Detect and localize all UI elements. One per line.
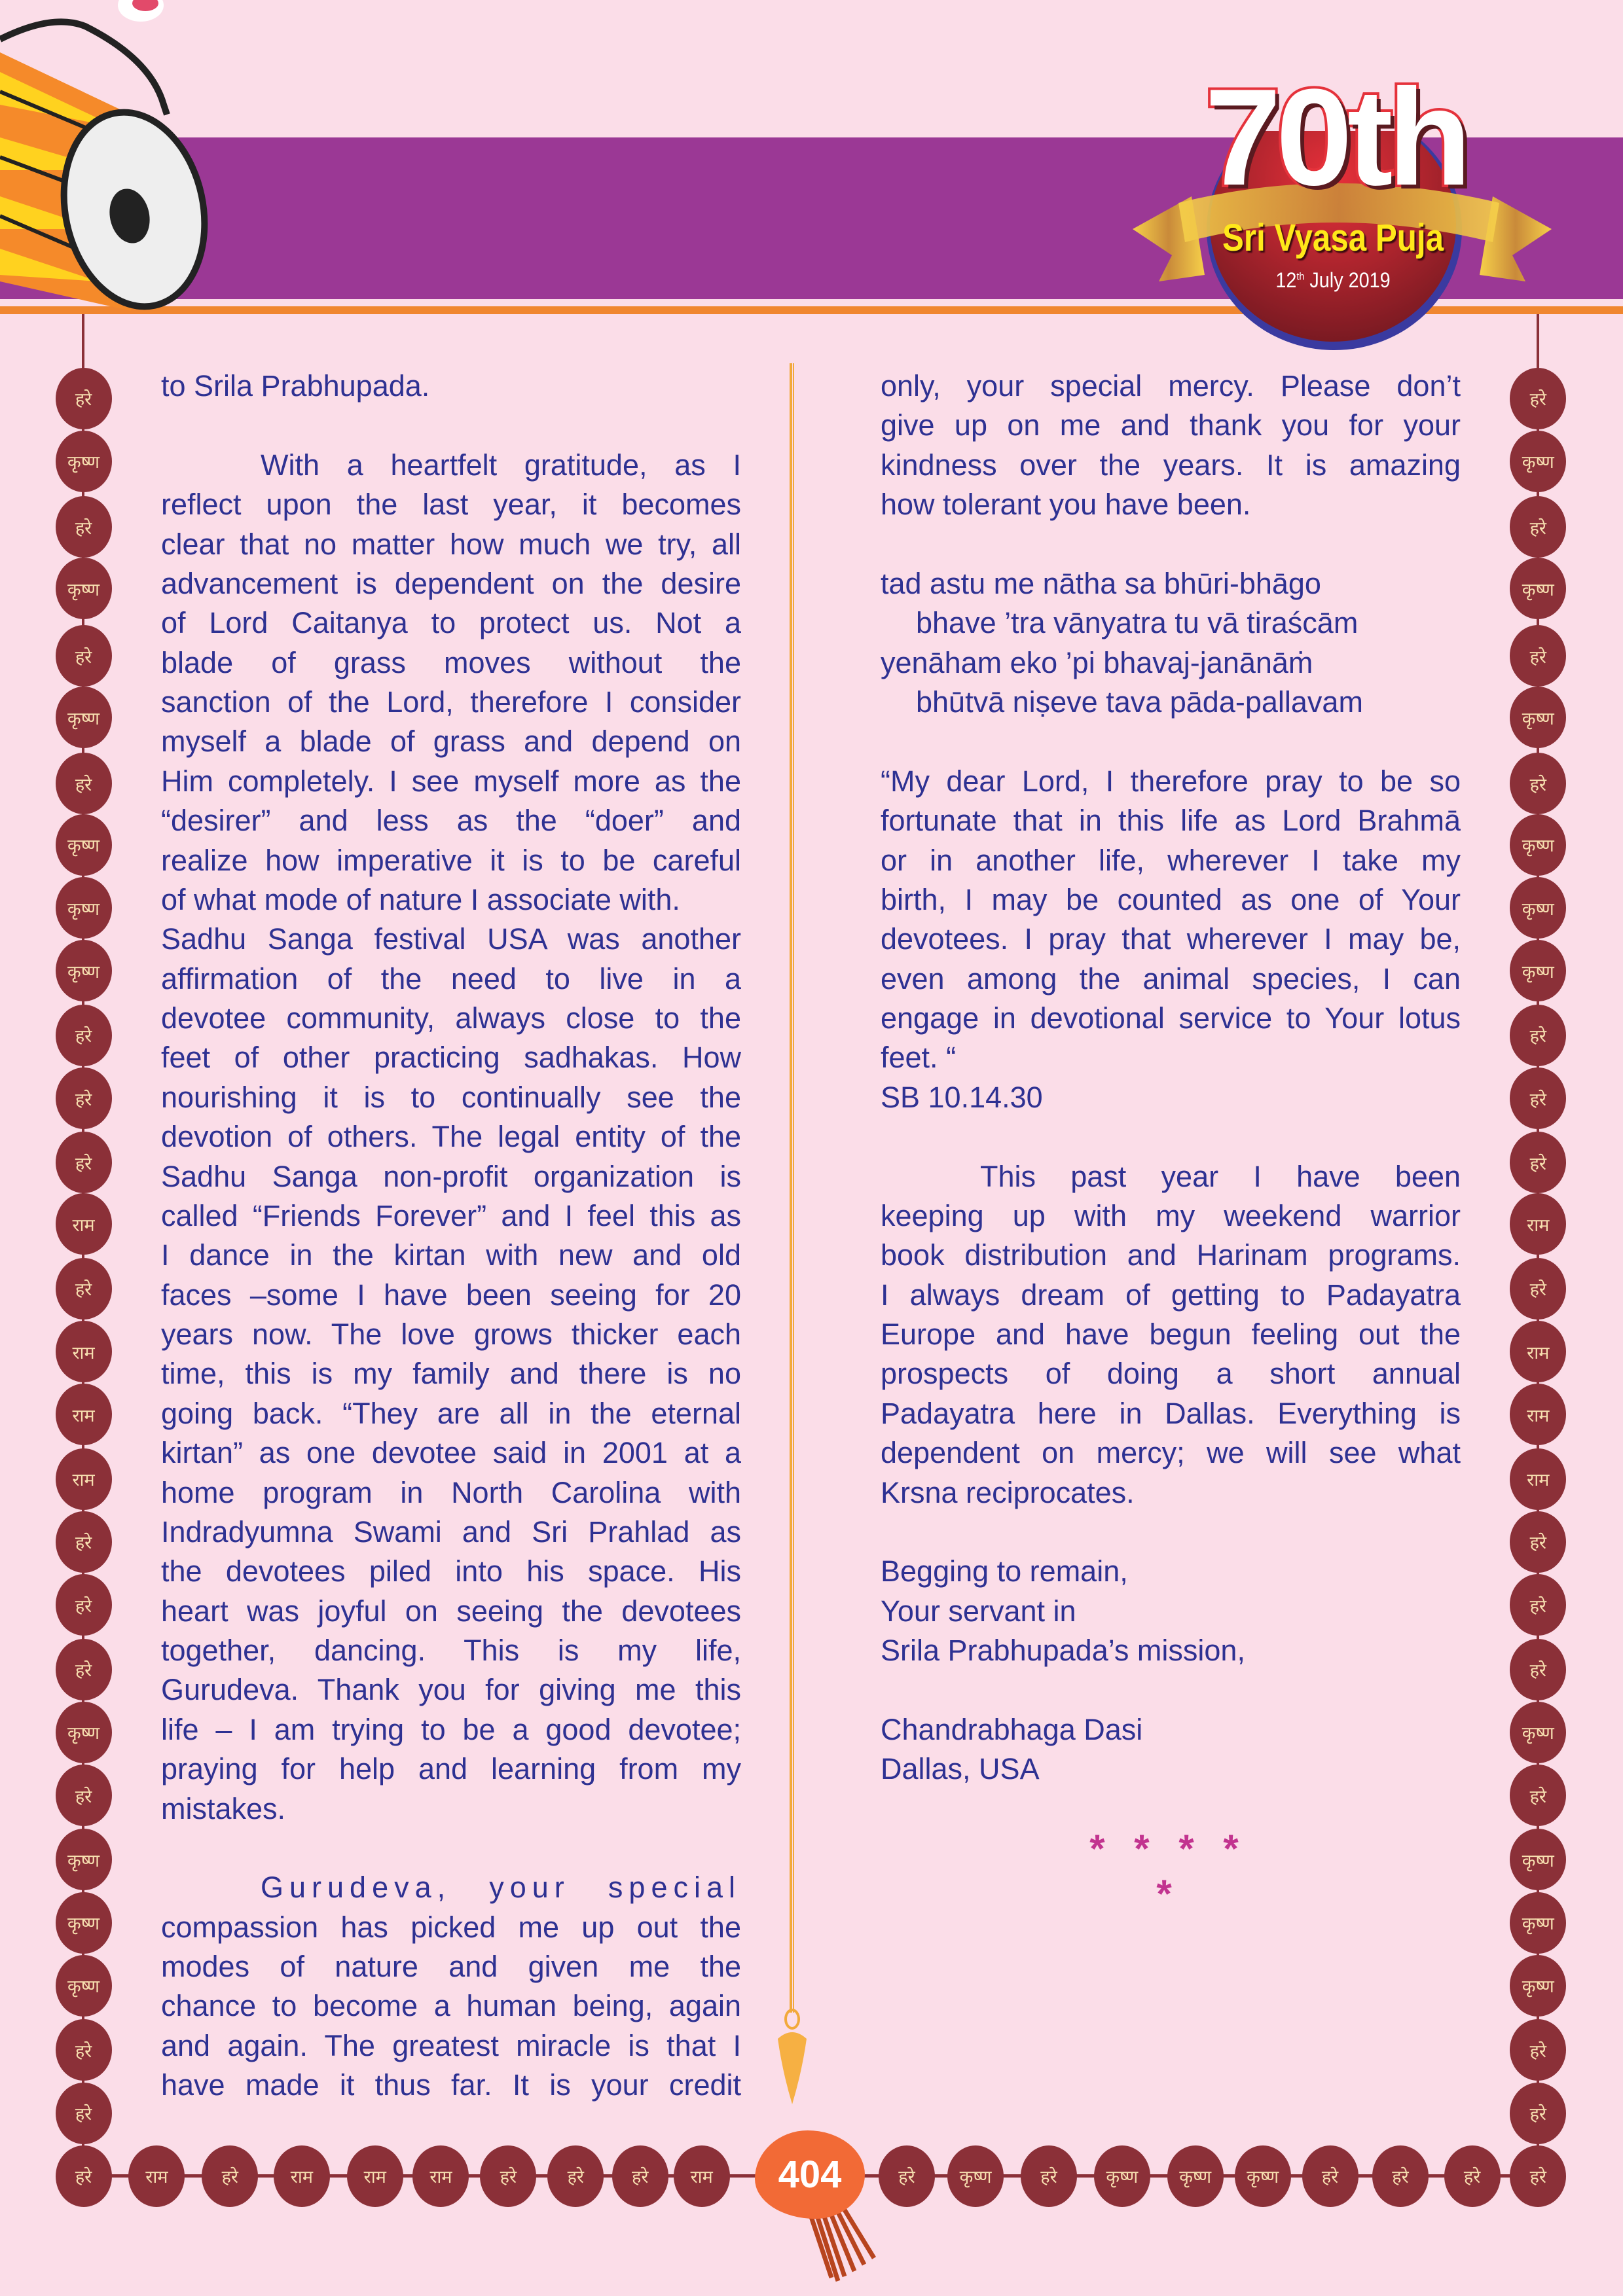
blank-line [881,525,1461,564]
mantra-bead: हरे [56,1574,112,1636]
text-line: sanction of the Lord, therefore I consider [161,685,741,719]
text-line: advancement is dependent on the desire [161,566,741,600]
text-line: going back. “They are all in the eternal [161,1396,741,1430]
text-line: engage in devotional service to Your lotus [881,1001,1461,1035]
text-line: bhūtvā niṣeve tava pāda-pallavam [916,685,1363,719]
text-line: prospects of doing a short annual [881,1357,1461,1391]
text-line: Indradyumna Swami and Sri Prahlad as [161,1515,741,1549]
mantra-bead: कृष्ण [1510,814,1566,876]
right-text-column [881,367,1461,1789]
mantra-bead: कृष्ण [1510,940,1566,1001]
text-line: Dallas, USA [881,1752,1040,1786]
text-line: together, dancing. This is my life, [161,1634,741,1667]
text-line: nourishing it is to continually see the [161,1080,741,1114]
mantra-bead: हरे [56,1005,112,1066]
mantra-bead: हरे [1372,2145,1429,2207]
mantra-bead: हरे [612,2145,668,2207]
mantra-bead: हरे [1510,496,1566,558]
text-line: Sadhu Sanga non-profit organization is [161,1159,741,1193]
mantra-bead: कृष्ण [56,1702,112,1763]
mantra-bead: राम [56,1193,112,1255]
mantra-bead: हरे [1444,2145,1501,2207]
text-line: called “Friends Forever” and I feel this as [161,1198,741,1232]
mantra-bead: राम [56,1321,112,1382]
text-line: yenāham eko ’pi bhavaj-janānāṁ [881,645,1313,679]
blank-line [881,1117,1461,1157]
mantra-bead: राम [1510,1448,1566,1510]
text-line: give up on me and thank you for your [881,408,1461,442]
mantra-bead: कृष्ण [1510,1702,1566,1763]
text-line: feet of other practicing sadhakas. How [161,1041,741,1075]
mantra-bead: राम [274,2145,330,2207]
text-line: tad astu me nātha sa bhūri-bhāgo [881,566,1321,600]
mantra-bead: हरे [56,1067,112,1129]
mantra-bead: हरे [1510,2083,1566,2144]
mantra-bead: कृष्ण [947,2145,1004,2207]
text-line: time, this is my family and there is no [161,1357,741,1391]
blank-line [881,1670,1461,1710]
mantra-bead: कृष्ण [56,1829,112,1890]
badge-date [1215,268,1451,293]
text-line: Gurudeva, your special [261,1871,741,1905]
text-line: heart was joyful on seeing the devotees [161,1594,741,1628]
mantra-bead: हरे [1510,753,1566,814]
page-number: 404 [755,2130,865,2219]
mantra-bead: हरे [1510,1132,1566,1193]
text-line: even among the animal species, I can [881,961,1461,996]
mantra-bead: राम [56,1448,112,1510]
mantra-bead: कृष्ण [56,814,112,876]
text-line: praying for help and learning from my [161,1752,741,1786]
blank-line [161,406,741,445]
text-line: of Lord Caitanya to protect us. Not a [161,606,741,640]
mantra-bead: हरे [1510,2145,1566,2207]
text-line: affirmation of the need to live in a [161,961,741,996]
date-suffix: th [1296,271,1305,283]
mantra-bead: हरे [879,2145,935,2207]
mantra-bead: कृष्ण [1510,1892,1566,1954]
column-divider [773,363,812,2104]
text-line: chance to become a human being, again [161,1989,741,2023]
mantra-bead: कृष्ण [1510,877,1566,939]
drum-illustration [0,0,216,321]
mantra-bead: कृष्ण [56,431,112,492]
badge-title: Sri Vyasa Puja [1222,217,1444,259]
blank-line [881,1513,1461,1552]
date-day: 12 [1275,268,1297,292]
mantra-bead: कृष्ण [1167,2145,1224,2207]
text-line: Sadhu Sanga festival USA was another [161,922,741,956]
mantra-bead: हरे [56,625,112,687]
text-line: to Srila Prabhupada. [161,369,430,403]
mantra-bead: राम [1510,1193,1566,1255]
text-line: “desirer” and less as the “doer” and [161,804,741,838]
text-line: I always dream of getting to Padayatra [881,1278,1461,1312]
text-line: clear that no matter how much we try, all [161,527,741,561]
mantra-bead: राम [128,2145,185,2207]
mantra-bead: हरे [56,1639,112,1700]
text-line: I dance in the kirtan with new and old [161,1238,741,1272]
mantra-bead: कृष्ण [56,687,112,748]
mantra-bead: कृष्ण [56,877,112,939]
mantra-bead: हरे [1510,368,1566,429]
text-line: how tolerant you have been. [881,488,1251,522]
text-line: have made it thus far. It is your credit [161,2068,741,2102]
mantra-bead: हरे [1510,1574,1566,1636]
mantra-bead: हरे [1510,1258,1566,1319]
mantra-bead: हरे [547,2145,604,2207]
text-line: “My dear Lord, I therefore pray to be so [881,764,1461,798]
mantra-bead: राम [412,2145,469,2207]
mantra-bead: हरे [480,2145,536,2207]
mantra-bead: राम [56,1384,112,1445]
mantra-bead: हरे [56,1511,112,1573]
mantra-bead: कृष्ण [1235,2145,1291,2207]
mantra-bead: कृष्ण [1510,558,1566,619]
date-month-year: July 2019 [1304,268,1391,292]
text-line: realize how imperative it is to be careful [161,843,741,877]
mantra-bead: हरे [1510,625,1566,687]
text-line: of what mode of nature I associate with. [161,882,680,916]
text-line: Padayatra here in Dallas. Everything is [881,1396,1461,1430]
text-line: bhave ’tra vānyatra tu vā tiraścām [916,606,1359,640]
text-line: home program in North Carolina with [161,1475,741,1509]
text-line: compassion has picked me up out the [161,1910,741,1944]
mantra-bead: हरे [1510,1511,1566,1573]
text-line: Srila Prabhupada’s mission, [881,1634,1245,1667]
text-line: the devotees piled into his space. His [161,1554,741,1588]
text-line: birth, I may be counted as one of Your [881,882,1461,916]
mantra-bead: कृष्ण [1094,2145,1150,2207]
text-line: Gurudeva. Thank you for giving me this [161,1673,741,1707]
mantra-bead: कृष्ण [56,558,112,619]
text-line: mistakes. [161,1791,286,1825]
text-line: years now. The love grows thicker each [161,1318,741,1351]
blank-line [161,1829,741,1868]
text-line: This past year I have been [980,1159,1461,1193]
mantra-bead: हरे [202,2145,258,2207]
mantra-bead: कृष्ण [56,1892,112,1954]
mantra-bead: राम [347,2145,403,2207]
mantra-bead: हरे [1302,2145,1359,2207]
mantra-bead: हरे [56,2145,112,2207]
mantra-bead: कृष्ण [1510,431,1566,492]
text-line: blade of grass moves without the [161,645,741,679]
text-line: dependent on mercy; we will see what [881,1436,1461,1470]
mantra-bead: हरे [56,2083,112,2144]
text-line: devotee community, always close to the [161,1001,741,1035]
text-line: fortunate that in this life as Lord Brahmā [881,804,1461,838]
text-line: With a heartfelt gratitude, as I [261,448,741,482]
text-line: feet. “ [881,1041,957,1075]
mantra-bead: कृष्ण [1510,1829,1566,1890]
left-text-column [161,367,741,2106]
text-line: faces –some I have been seeing for 20 [161,1278,741,1312]
mantra-bead: कृष्ण [1510,1955,1566,2017]
mantra-bead: हरे [56,2019,112,2081]
text-line: and again. The greatest miracle is that I [161,2028,741,2062]
mantra-bead: हरे [56,1765,112,1826]
text-line: only, your special mercy. Please don’t [881,369,1461,403]
text-line: modes of nature and given me the [161,1950,741,1983]
mantra-bead: राम [1510,1384,1566,1445]
mantra-bead: हरे [1510,1765,1566,1826]
text-line: or in another life, wherever I take my [881,843,1461,877]
text-line: devotees. I pray that wherever I may be, [881,922,1461,956]
text-line: book distribution and Harinam programs. [881,1238,1461,1272]
mantra-bead: हरे [56,1132,112,1193]
text-line: myself a blade of grass and depend on [161,725,741,759]
blank-line [881,722,1461,761]
mantra-bead: हरे [56,496,112,558]
mantra-bead: हरे [1510,2019,1566,2081]
mantra-bead: हरे [56,1258,112,1319]
mantra-bead: राम [674,2145,730,2207]
text-line: SB 10.14.30 [881,1080,1043,1114]
badge-number: 70th [1205,60,1467,214]
mantra-bead: हरे [1510,1067,1566,1129]
mantra-bead: हरे [1510,1639,1566,1700]
text-line: Chandrabhaga Dasi [881,1712,1143,1746]
text-line: Europe and have begun feeling out the [881,1318,1461,1351]
text-line: Krsna reciprocates. [881,1475,1135,1509]
mantra-bead: कृष्ण [1510,687,1566,748]
end-mark: * * * * * [1089,1827,1248,1916]
mantra-bead: कृष्ण [56,1955,112,2017]
text-line: kirtan” as one devotee said in 2001 at a [161,1436,741,1470]
mantra-bead: राम [1510,1321,1566,1382]
text-line: Begging to remain, [881,1554,1128,1588]
mantra-bead: कृष्ण [56,940,112,1001]
mantra-bead: हरे [56,368,112,429]
text-line: kindness over the years. It is amazing [881,448,1461,482]
mantra-bead: हरे [1021,2145,1077,2207]
text-line: Your servant in [881,1594,1076,1628]
text-line: reflect upon the last year, it becomes [161,488,741,522]
mantra-bead: हरे [1510,1005,1566,1066]
text-line: keeping up with my weekend warrior [881,1198,1461,1232]
text-line: life – I am trying to be a good devotee; [161,1712,741,1746]
text-line: devotion of others. The legal entity of the [161,1120,741,1154]
mantra-bead: हरे [56,753,112,814]
text-line: Him completely. I see myself more as the [161,764,741,798]
